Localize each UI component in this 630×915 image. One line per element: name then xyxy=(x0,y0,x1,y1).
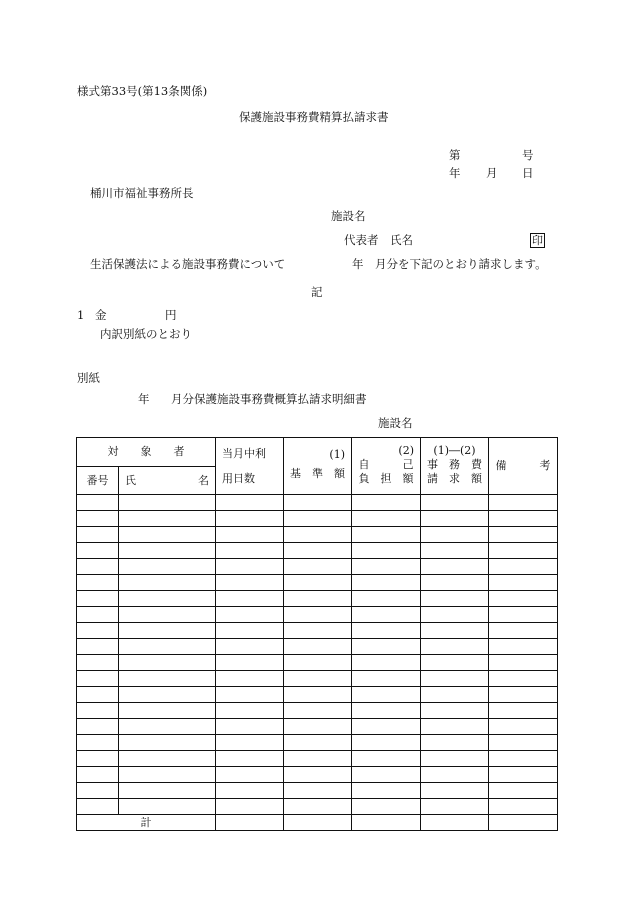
annex-label: 別紙 xyxy=(77,371,100,385)
row-remarks-cell xyxy=(489,591,558,607)
table-row xyxy=(77,767,558,783)
row-days-cell xyxy=(216,655,284,671)
row-base-cell xyxy=(284,607,352,623)
row-name-cell xyxy=(119,687,216,703)
table-row xyxy=(77,575,558,591)
amount-kin: 金 xyxy=(95,308,107,322)
addressee: 桶川市福祉事務所長 xyxy=(90,186,194,200)
representative-name-label: 代表者 氏名 xyxy=(344,233,413,247)
annex-facility-label: 施設名 xyxy=(378,416,413,430)
row-name-cell xyxy=(119,655,216,671)
form-title: 保護施設事務費精算払請求書 xyxy=(239,110,389,124)
row-base-cell xyxy=(284,591,352,607)
detail-table xyxy=(76,437,558,831)
row-claim-cell xyxy=(421,799,489,815)
row-burden-cell xyxy=(352,719,421,735)
row-burden-cell xyxy=(352,735,421,751)
row-remarks-cell xyxy=(489,527,558,543)
row-remarks-cell xyxy=(489,607,558,623)
header-office-expense-claim: (1)―(2) 事 務 費 請 求 額 xyxy=(421,438,489,495)
row-burden-cell xyxy=(352,559,421,575)
row-number-cell xyxy=(77,671,119,687)
row-number-cell xyxy=(77,703,119,719)
row-base-cell xyxy=(284,719,352,735)
row-remarks-cell xyxy=(489,799,558,815)
row-base-cell xyxy=(284,671,352,687)
row-number-cell xyxy=(77,559,119,575)
row-remarks-cell xyxy=(489,575,558,591)
seal-text: 印 xyxy=(532,234,543,247)
table-row xyxy=(77,735,558,751)
body-text-year: 年 xyxy=(352,257,364,271)
row-claim-cell xyxy=(421,527,489,543)
row-name-cell xyxy=(119,671,216,687)
row-claim-cell xyxy=(421,511,489,527)
row-claim-cell xyxy=(421,655,489,671)
row-base-cell xyxy=(284,767,352,783)
table-row xyxy=(77,591,558,607)
row-days-cell xyxy=(216,735,284,751)
row-number-cell xyxy=(77,495,119,511)
row-burden-cell xyxy=(352,607,421,623)
form-style-number: 様式第33号(第13条関係) xyxy=(77,84,208,98)
document-number-dai: 第 xyxy=(449,148,461,162)
row-number-cell xyxy=(77,591,119,607)
row-claim-cell xyxy=(421,671,489,687)
row-name-cell xyxy=(119,703,216,719)
row-name-cell xyxy=(119,719,216,735)
table-row xyxy=(77,687,558,703)
row-number-cell xyxy=(77,527,119,543)
table-row xyxy=(77,511,558,527)
date-month: 月 xyxy=(486,166,498,180)
row-claim-cell xyxy=(421,719,489,735)
row-burden-cell xyxy=(352,671,421,687)
row-base-cell xyxy=(284,543,352,559)
row-base-cell xyxy=(284,799,352,815)
row-base-cell xyxy=(284,655,352,671)
row-burden-cell xyxy=(352,751,421,767)
detail-table-body xyxy=(77,495,558,815)
row-days-cell xyxy=(216,751,284,767)
row-burden-cell xyxy=(352,623,421,639)
total-base-amount xyxy=(284,815,352,831)
table-row xyxy=(77,671,558,687)
row-base-cell xyxy=(284,575,352,591)
table-row xyxy=(77,783,558,799)
row-base-cell xyxy=(284,495,352,511)
row-remarks-cell xyxy=(489,639,558,655)
row-number-cell xyxy=(77,735,119,751)
row-name-cell xyxy=(119,751,216,767)
row-name-cell xyxy=(119,639,216,655)
table-row xyxy=(77,623,558,639)
row-claim-cell xyxy=(421,543,489,559)
row-base-cell xyxy=(284,703,352,719)
row-burden-cell xyxy=(352,767,421,783)
row-burden-cell xyxy=(352,639,421,655)
header-target: 対 象 者 xyxy=(77,438,216,467)
row-number-cell xyxy=(77,511,119,527)
item-number: 1 xyxy=(77,308,85,322)
row-days-cell xyxy=(216,639,284,655)
annex-title-year: 年 xyxy=(138,392,150,406)
row-claim-cell xyxy=(421,623,489,639)
row-burden-cell xyxy=(352,527,421,543)
row-name-cell xyxy=(119,543,216,559)
total-label: 計 xyxy=(77,815,216,831)
total-days xyxy=(216,815,284,831)
row-remarks-cell xyxy=(489,655,558,671)
row-remarks-cell xyxy=(489,511,558,527)
table-row xyxy=(77,543,558,559)
row-number-cell xyxy=(77,783,119,799)
row-burden-cell xyxy=(352,703,421,719)
date-day: 日 xyxy=(522,166,534,180)
row-number-cell xyxy=(77,799,119,815)
row-claim-cell xyxy=(421,639,489,655)
table-row xyxy=(77,527,558,543)
header-number: 番号 xyxy=(77,467,119,495)
total-self-burden xyxy=(352,815,421,831)
row-claim-cell xyxy=(421,735,489,751)
table-row xyxy=(77,703,558,719)
row-number-cell xyxy=(77,623,119,639)
row-days-cell xyxy=(216,703,284,719)
row-days-cell xyxy=(216,527,284,543)
row-burden-cell xyxy=(352,799,421,815)
row-name-cell xyxy=(119,495,216,511)
seal-mark xyxy=(530,233,545,248)
row-number-cell xyxy=(77,655,119,671)
row-burden-cell xyxy=(352,543,421,559)
table-row xyxy=(77,639,558,655)
row-remarks-cell xyxy=(489,703,558,719)
row-claim-cell xyxy=(421,559,489,575)
row-base-cell xyxy=(284,527,352,543)
header-remarks: 備 考 xyxy=(489,438,558,495)
row-name-cell xyxy=(119,799,216,815)
row-remarks-cell xyxy=(489,719,558,735)
table-row xyxy=(77,495,558,511)
row-remarks-cell xyxy=(489,559,558,575)
row-claim-cell xyxy=(421,495,489,511)
breakdown-note: 内訳別紙のとおり xyxy=(100,327,192,341)
row-number-cell xyxy=(77,719,119,735)
row-burden-cell xyxy=(352,575,421,591)
document-number-go: 号 xyxy=(522,148,534,162)
table-row xyxy=(77,751,558,767)
row-remarks-cell xyxy=(489,623,558,639)
row-number-cell xyxy=(77,607,119,623)
row-days-cell xyxy=(216,511,284,527)
row-name-cell xyxy=(119,735,216,751)
row-name-cell xyxy=(119,591,216,607)
total-claim xyxy=(421,815,489,831)
facility-name-label: 施設名 xyxy=(331,209,366,223)
row-days-cell xyxy=(216,799,284,815)
annex-title: 月分保護施設事務費概算払請求明細書 xyxy=(171,392,367,406)
row-name-cell xyxy=(119,527,216,543)
row-name-cell xyxy=(119,607,216,623)
row-burden-cell xyxy=(352,783,421,799)
row-base-cell xyxy=(284,623,352,639)
row-name-cell xyxy=(119,783,216,799)
row-base-cell xyxy=(284,559,352,575)
header-self-burden: (2) 自 己 負 担 額 xyxy=(352,438,421,495)
header-usage-days: 当月中利 用日数 xyxy=(216,438,284,495)
row-name-cell xyxy=(119,559,216,575)
amount-en: 円 xyxy=(165,308,177,322)
row-days-cell xyxy=(216,671,284,687)
row-claim-cell xyxy=(421,575,489,591)
row-burden-cell xyxy=(352,687,421,703)
row-claim-cell xyxy=(421,687,489,703)
row-number-cell xyxy=(77,687,119,703)
row-burden-cell xyxy=(352,511,421,527)
row-base-cell xyxy=(284,687,352,703)
row-remarks-cell xyxy=(489,735,558,751)
row-days-cell xyxy=(216,719,284,735)
row-base-cell xyxy=(284,639,352,655)
row-number-cell xyxy=(77,751,119,767)
row-base-cell xyxy=(284,783,352,799)
row-burden-cell xyxy=(352,655,421,671)
row-claim-cell xyxy=(421,607,489,623)
body-text-part2: 月分を下記のとおり請求します。 xyxy=(375,257,547,271)
row-remarks-cell xyxy=(489,767,558,783)
row-name-cell xyxy=(119,511,216,527)
row-days-cell xyxy=(216,767,284,783)
row-days-cell xyxy=(216,783,284,799)
row-number-cell xyxy=(77,575,119,591)
row-days-cell xyxy=(216,495,284,511)
row-remarks-cell xyxy=(489,671,558,687)
row-claim-cell xyxy=(421,767,489,783)
row-claim-cell xyxy=(421,783,489,799)
row-burden-cell xyxy=(352,495,421,511)
row-remarks-cell xyxy=(489,495,558,511)
header-base-amount: (1) 基 準 額 xyxy=(284,438,352,495)
row-days-cell xyxy=(216,623,284,639)
row-days-cell xyxy=(216,575,284,591)
row-base-cell xyxy=(284,751,352,767)
row-claim-cell xyxy=(421,591,489,607)
row-days-cell xyxy=(216,543,284,559)
row-remarks-cell xyxy=(489,543,558,559)
row-remarks-cell xyxy=(489,751,558,767)
row-claim-cell xyxy=(421,703,489,719)
table-row xyxy=(77,607,558,623)
row-name-cell xyxy=(119,575,216,591)
row-number-cell xyxy=(77,767,119,783)
row-days-cell xyxy=(216,591,284,607)
table-row xyxy=(77,559,558,575)
table-row xyxy=(77,719,558,735)
row-days-cell xyxy=(216,687,284,703)
row-number-cell xyxy=(77,639,119,655)
row-base-cell xyxy=(284,735,352,751)
total-remarks xyxy=(489,815,558,831)
table-row xyxy=(77,655,558,671)
row-name-cell xyxy=(119,767,216,783)
row-remarks-cell xyxy=(489,687,558,703)
row-name-cell xyxy=(119,623,216,639)
row-number-cell xyxy=(77,543,119,559)
ki-heading: 記 xyxy=(311,285,323,299)
row-claim-cell xyxy=(421,751,489,767)
date-year: 年 xyxy=(449,166,461,180)
row-base-cell xyxy=(284,511,352,527)
row-days-cell xyxy=(216,559,284,575)
header-name: 氏 名 xyxy=(119,467,216,495)
table-row xyxy=(77,799,558,815)
row-burden-cell xyxy=(352,591,421,607)
row-remarks-cell xyxy=(489,783,558,799)
row-days-cell xyxy=(216,607,284,623)
body-text-part1: 生活保護法による施設事務費について xyxy=(90,257,286,271)
